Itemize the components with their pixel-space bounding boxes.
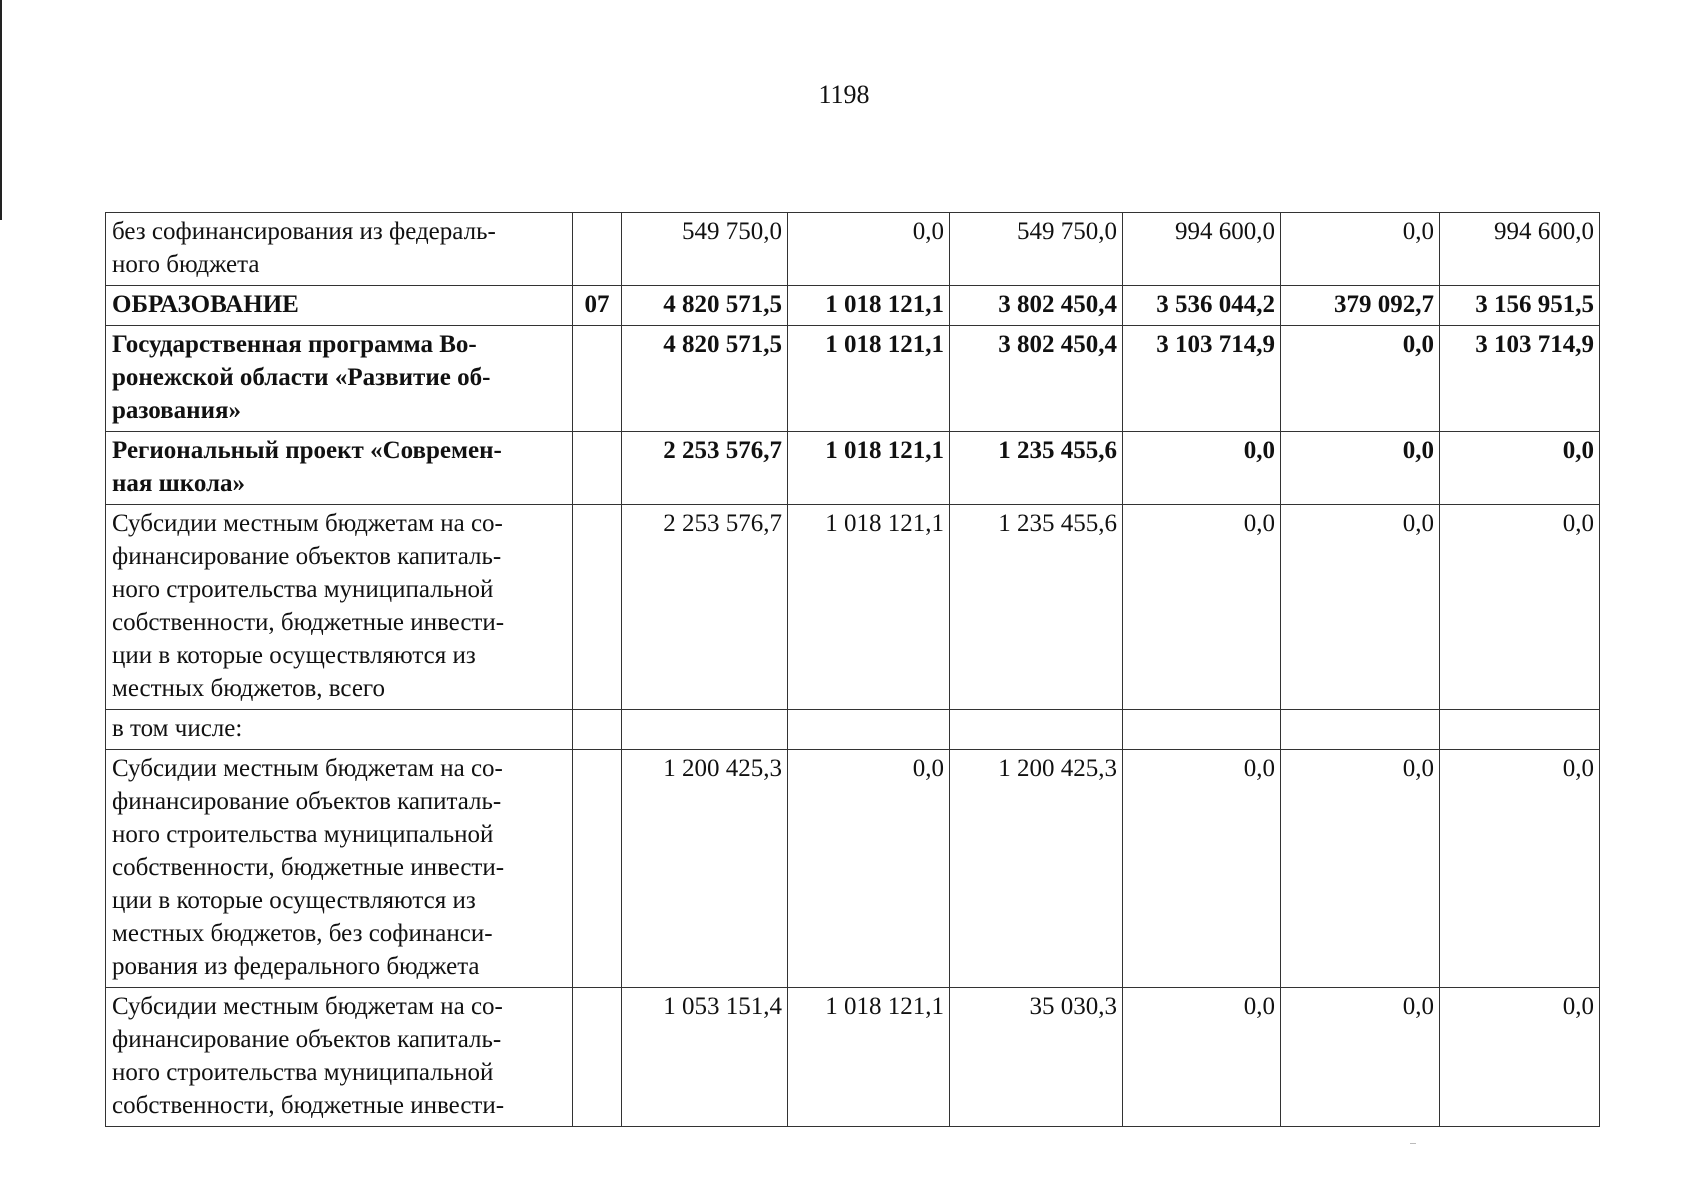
value-cell: 0,0 (1440, 988, 1600, 1127)
value-cell (622, 710, 788, 750)
value-cell: 2 253 576,7 (622, 505, 788, 710)
table-row (106, 988, 1600, 1127)
value-cell (1440, 710, 1600, 750)
value-cell: 994 600,0 (1440, 213, 1600, 286)
value-cell (950, 710, 1123, 750)
value-cell: 1 018 121,1 (788, 432, 950, 505)
page-edge-line (0, 0, 2, 220)
value-cell: 549 750,0 (950, 213, 1123, 286)
value-cell: 1 018 121,1 (788, 505, 950, 710)
row-name: Государственная программа Во- ронежской области «Развитие об- разования» (106, 326, 573, 432)
scan-dot (1410, 1143, 1416, 1144)
value-cell: 0,0 (1123, 432, 1281, 505)
value-cell: 549 750,0 (622, 213, 788, 286)
value-cell (788, 710, 950, 750)
value-cell: 0,0 (1123, 505, 1281, 710)
value-cell: 0,0 (1123, 988, 1281, 1127)
row-code (573, 326, 622, 432)
value-cell: 1 018 121,1 (788, 286, 950, 326)
row-code (573, 988, 622, 1127)
row-name: в том числе: (106, 710, 573, 750)
value-cell (1281, 710, 1440, 750)
table-row (106, 750, 1600, 988)
value-cell: 1 200 425,3 (622, 750, 788, 988)
table-row (106, 710, 1600, 750)
value-cell: 1 235 455,6 (950, 432, 1123, 505)
value-cell: 0,0 (1281, 505, 1440, 710)
value-cell: 3 156 951,5 (1440, 286, 1600, 326)
table-row (106, 326, 1600, 432)
row-name: ОБРАЗОВАНИЕ (106, 286, 573, 326)
value-cell: 0,0 (788, 750, 950, 988)
value-cell: 0,0 (1281, 988, 1440, 1127)
value-cell: 0,0 (1440, 432, 1600, 505)
value-cell: 1 053 151,4 (622, 988, 788, 1127)
value-cell: 994 600,0 (1123, 213, 1281, 286)
row-code (573, 505, 622, 710)
row-code: 07 (573, 286, 622, 326)
value-cell: 0,0 (1281, 432, 1440, 505)
value-cell: 35 030,3 (950, 988, 1123, 1127)
value-cell: 4 820 571,5 (622, 326, 788, 432)
row-name: Региональный проект «Современ- ная школа» (106, 432, 573, 505)
value-cell: 1 018 121,1 (788, 988, 950, 1127)
value-cell: 4 820 571,5 (622, 286, 788, 326)
row-code (573, 710, 622, 750)
row-name: Субсидии местным бюджетам на со- финансирование объектов капиталь- ного строительства муниципальной собственности, бюджетные инвести- ции в которые осуществляются из местных бюджетов, всего (106, 505, 573, 710)
value-cell: 0,0 (1281, 326, 1440, 432)
budget-table (105, 212, 1600, 1127)
value-cell: 0,0 (1281, 213, 1440, 286)
value-cell: 0,0 (788, 213, 950, 286)
value-cell: 3 802 450,4 (950, 286, 1123, 326)
row-name: Субсидии местным бюджетам на со- финансирование объектов капиталь- ного строительства муниципальной собственности, бюджетные инвести- ции в которые осуществляются из местных бюджетов, без софинанси- рования из федерального бюджета (106, 750, 573, 988)
table-row (106, 286, 1600, 326)
row-code (573, 213, 622, 286)
page-number: 1198 (818, 80, 870, 109)
row-code (573, 432, 622, 505)
value-cell: 0,0 (1123, 750, 1281, 988)
value-cell: 1 200 425,3 (950, 750, 1123, 988)
value-cell: 3 103 714,9 (1440, 326, 1600, 432)
value-cell: 3 103 714,9 (1123, 326, 1281, 432)
value-cell: 0,0 (1281, 750, 1440, 988)
table-row (106, 505, 1600, 710)
row-name: без софинансирования из федераль- ного бюджета (106, 213, 573, 286)
row-code (573, 750, 622, 988)
table-row (106, 432, 1600, 505)
value-cell: 3 802 450,4 (950, 326, 1123, 432)
value-cell: 0,0 (1440, 750, 1600, 988)
table-row (106, 213, 1600, 286)
value-cell (1123, 710, 1281, 750)
value-cell: 3 536 044,2 (1123, 286, 1281, 326)
value-cell: 379 092,7 (1281, 286, 1440, 326)
row-name: Субсидии местным бюджетам на со- финансирование объектов капиталь- ного строительства муниципальной собственности, бюджетные инвести- (106, 988, 573, 1127)
value-cell: 1 018 121,1 (788, 326, 950, 432)
value-cell: 0,0 (1440, 505, 1600, 710)
value-cell: 1 235 455,6 (950, 505, 1123, 710)
value-cell: 2 253 576,7 (622, 432, 788, 505)
